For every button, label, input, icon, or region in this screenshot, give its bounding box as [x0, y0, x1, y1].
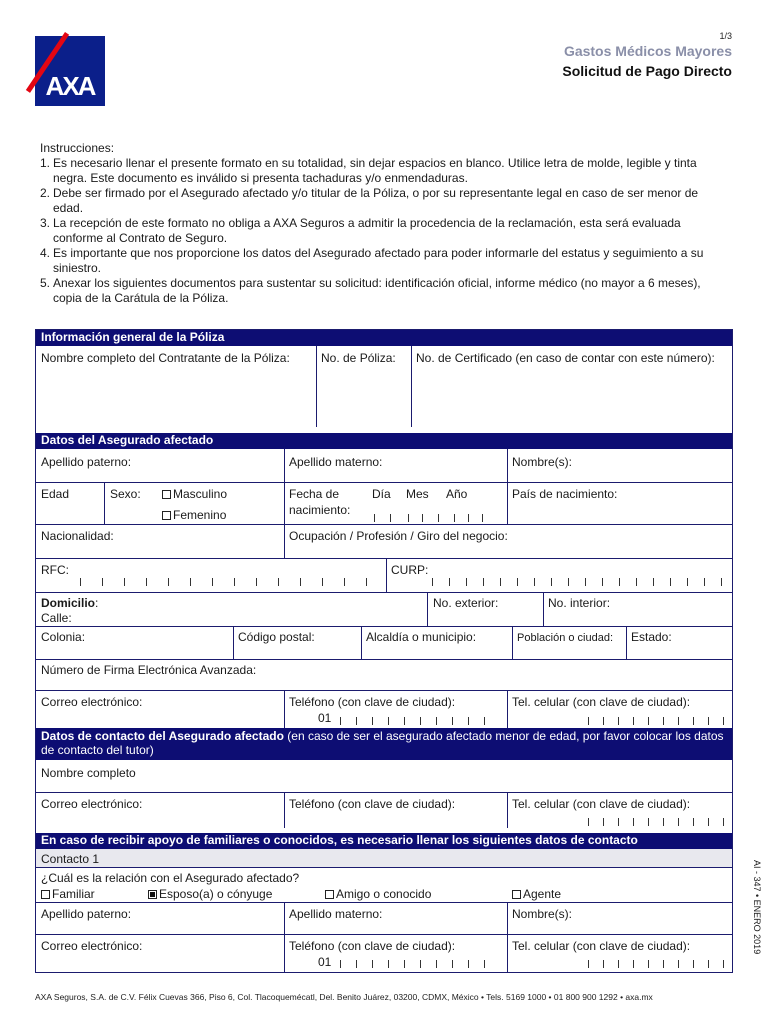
contacto1-celular-field[interactable] [588, 960, 728, 968]
esposo-option[interactable]: Esposo(a) o cónyuge [148, 887, 272, 901]
relacion-label: ¿Cuál es la relación con el Asegurado afectado? [41, 871, 300, 885]
contacto1-label: Contacto 1 [41, 852, 100, 866]
edad-label: Edad [41, 487, 70, 501]
agente-checkbox[interactable] [512, 890, 521, 899]
contacto-celular-field[interactable] [588, 818, 728, 826]
footer: AXA Seguros, S.A. de C.V. Félix Cuevas 366, Piso 6, Col. Tlacoquemécatl, Del. Benito Juárez, 03200, CDMX, México • Tels. 5169 1000 • 01 800 900 1292 • axa.mx [35, 992, 653, 1002]
domicilio-label: Domicilio: [41, 596, 99, 610]
instruction-item: 3. La recepción de este formato no obliga a AXA Seguros a admitir la procedencia de la reclamación, esta será evaluada conforme al Contrato de Seguro. [40, 216, 681, 245]
alcaldia-label: Alcaldía o municipio: [366, 630, 477, 644]
contacto1-telefono-field[interactable] [340, 960, 490, 968]
header-title-line1: Gastos Médicos Mayores [563, 43, 732, 59]
telefono-label: Teléfono (con clave de ciudad): [289, 695, 456, 709]
pais-label: País de nacimiento: [512, 487, 618, 501]
contacto-correo-label: Correo electrónico: [41, 797, 143, 811]
poblacion-label: Población o ciudad: [517, 632, 614, 644]
fecha-de-label: Fecha de [289, 487, 340, 501]
dia-label: Día [372, 487, 391, 501]
sexo-label: Sexo: [110, 487, 141, 501]
no-exterior-label: No. exterior: [433, 596, 499, 610]
section-contacto-header: Datos de contacto del Asegurado afectado (en caso de ser el asegurado afectado menor de edad, por favor colocar los datos de contacto del tutor) [36, 728, 732, 760]
masculino-checkbox[interactable] [162, 490, 171, 499]
ocupacion-label: Ocupación / Profesión / Giro del negocio: [289, 529, 508, 543]
familiar-option[interactable]: Familiar [41, 887, 95, 901]
firma-electronica-label: Número de Firma Electrónica Avanzada: [41, 663, 257, 677]
instruction-item: 5. Anexar los siguientes documentos para sustentar su solicitud: identificación oficial, informe médico (no mayor a 6 meses), copia de la Carátula de la Póliza. [40, 276, 701, 305]
contratante-label: Nombre completo del Contratante de la Póliza: [41, 351, 290, 365]
codigo-postal-label: Código postal: [238, 630, 315, 644]
instruction-item: 2. Debe ser firmado por el Asegurado afectado y/o titular de la Póliza, o por su representante legal en caso de ser menor de edad. [40, 186, 699, 215]
telefono-field[interactable] [340, 717, 490, 725]
contacto1-apellido-paterno-label: Apellido paterno: [41, 907, 132, 921]
femenino-checkbox[interactable] [162, 511, 171, 520]
instruction-item: 4. Es importante que nos proporcione los datos del Asegurado afectado para poder informarle del estatus y seguimiento a su siniestro. [40, 246, 704, 275]
apellido-materno-label: Apellido materno: [289, 455, 383, 469]
curp-field[interactable] [432, 578, 732, 586]
nombres-label: Nombre(s): [512, 455, 573, 469]
nacimiento-label: nacimiento: [289, 503, 351, 517]
no-interior-label: No. interior: [548, 596, 611, 610]
logo-text: AXA [45, 71, 95, 101]
instructions-title: Instrucciones: [40, 141, 115, 155]
masculino-option[interactable]: Masculino [162, 487, 227, 501]
contacto1-celular-label: Tel. celular (con clave de ciudad): [512, 939, 691, 953]
contacto1-apellido-materno-label: Apellido materno: [289, 907, 383, 921]
amigo-option[interactable]: Amigo o conocido [325, 887, 431, 901]
calle-label: Calle: [41, 611, 72, 625]
rfc-field[interactable] [80, 578, 380, 586]
colonia-label: Colonia: [41, 630, 86, 644]
contacto1-correo-label: Correo electrónico: [41, 939, 143, 953]
page-number: 1/3 [719, 31, 732, 41]
claim-form [35, 329, 733, 973]
nombre-completo-label: Nombre completo [41, 766, 136, 780]
section-poliza-header: Información general de la Póliza [36, 330, 732, 346]
axa-logo [35, 36, 105, 106]
fecha-nacimiento-field[interactable] [374, 514, 484, 522]
apellido-paterno-label: Apellido paterno: [41, 455, 132, 469]
instruction-item: 1. Es necesario llenar el presente formato en su totalidad, sin dejar espacios en blanco. Utilice letra de molde, legible y tinta negra. Este documento es inválido si presenta tachaduras y/o enmendaduras. [40, 156, 697, 185]
celular-label: Tel. celular (con clave de ciudad): [512, 695, 691, 709]
estado-label: Estado: [631, 630, 672, 644]
contacto-celular-label: Tel. celular (con clave de ciudad): [512, 797, 691, 811]
anio-label: Año [446, 487, 468, 501]
contacto1-nombres-label: Nombre(s): [512, 907, 573, 921]
correo-label: Correo electrónico: [41, 695, 143, 709]
curp-label: CURP: [391, 563, 429, 577]
no-poliza-label: No. de Póliza: [321, 351, 396, 365]
contratante-field[interactable] [316, 346, 317, 427]
celular-field[interactable] [588, 717, 728, 725]
section-familiares-header: En caso de recibir apoyo de familiares o conocidos, es necesario llenar los siguientes datos de contacto [36, 833, 732, 849]
esposo-checkbox[interactable] [148, 890, 157, 899]
rfc-label: RFC: [41, 563, 69, 577]
lada-prefix: 01 [318, 711, 332, 725]
contacto1-telefono-label: Teléfono (con clave de ciudad): [289, 939, 456, 953]
contacto1-lada-prefix: 01 [318, 955, 332, 969]
section-asegurado-header: Datos del Asegurado afectado [36, 433, 732, 449]
no-certificado-label: No. de Certificado (en caso de contar con este número): [416, 351, 715, 365]
nacionalidad-label: Nacionalidad: [41, 529, 114, 543]
header-title-line2: Solicitud de Pago Directo [562, 63, 732, 79]
agente-option[interactable]: Agente [512, 887, 561, 901]
femenino-option[interactable]: Femenino [162, 508, 226, 522]
amigo-checkbox[interactable] [325, 890, 334, 899]
familiar-checkbox[interactable] [41, 890, 50, 899]
instructions [40, 141, 730, 306]
mes-label: Mes [406, 487, 429, 501]
contacto-telefono-label: Teléfono (con clave de ciudad): [289, 797, 456, 811]
